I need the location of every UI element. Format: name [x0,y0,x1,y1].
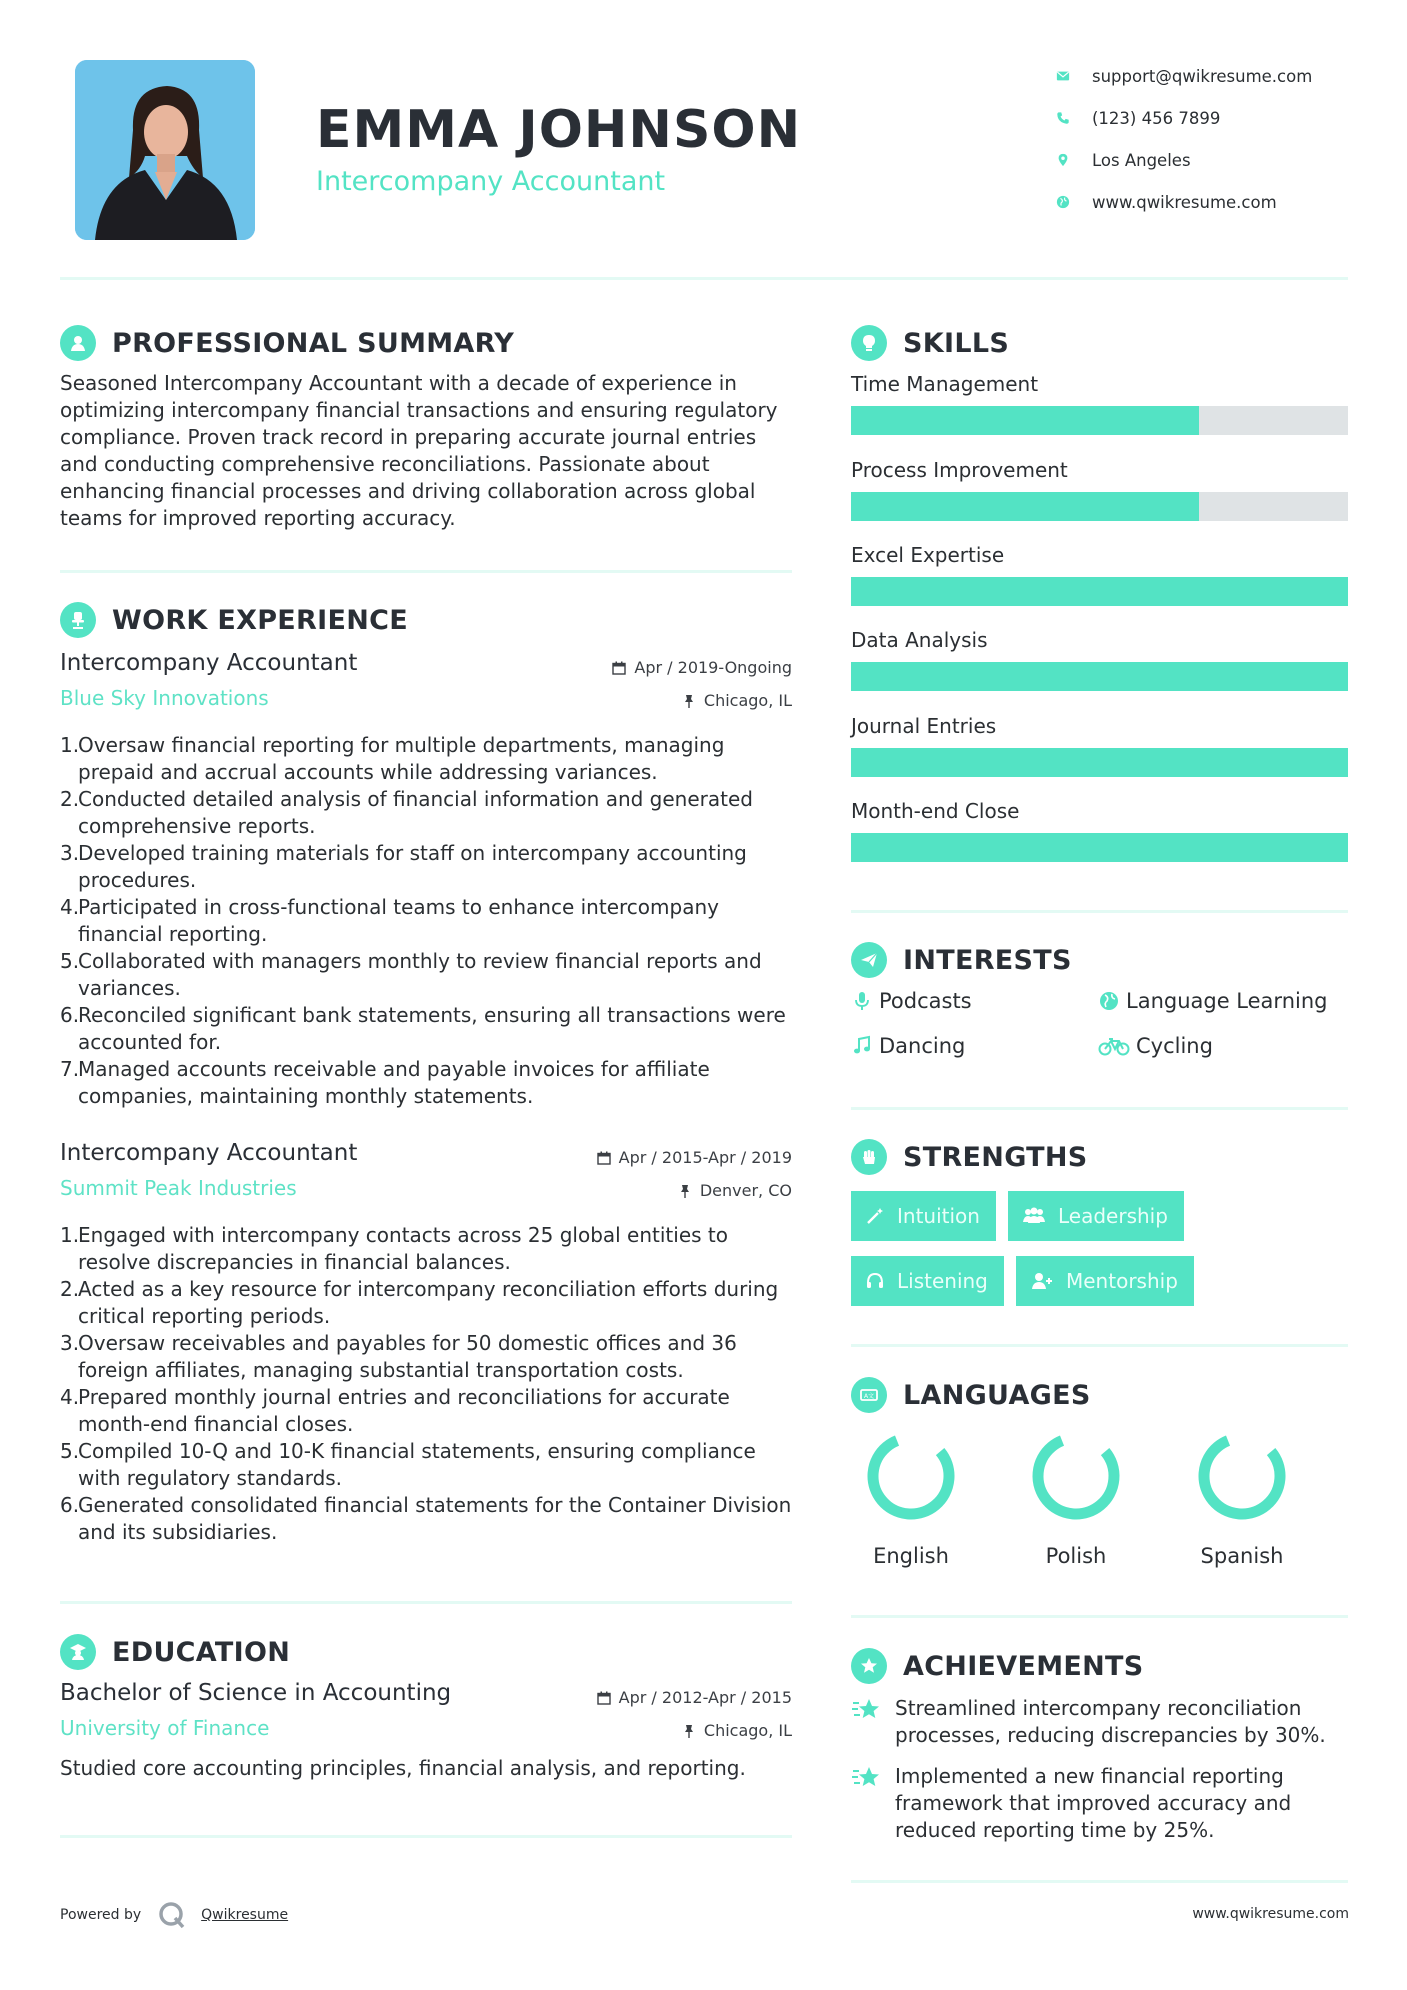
strengths-heading [851,1139,1088,1175]
candidate-title: Intercompany Accountant [316,166,666,197]
strength-label: Mentorship [1066,1269,1178,1293]
language-item [1011,1430,1141,1568]
header-divider [60,277,1348,280]
skill-label: Time Management [851,372,1039,396]
list-item: 1. Engaged with intercompany contacts across 25 global entities to resolve discrepancies in financial balances. [60,1223,728,1274]
magic-wand-icon [865,1206,885,1226]
job-company: Summit Peak Industries [60,1176,297,1200]
star-badge-icon [851,1648,887,1684]
contact-email [1056,55,1356,97]
experience-heading-text: WORK EXPERIENCE [112,604,408,636]
contact-website [1056,181,1356,223]
languages-heading-text: LANGUAGES [903,1379,1091,1411]
education-description: Studied core accounting principles, financial analysis, and reporting. [60,1756,746,1780]
skill-label: Excel Expertise [851,543,1005,567]
contact-phone-text[interactable]: (123) 456 7899 [1092,108,1221,128]
skill-label: Month-end Close [851,799,1020,823]
languages-heading [851,1377,1091,1413]
footer-url[interactable]: www.qwikresume.com [1192,1906,1349,1922]
calendar-icon [597,1151,611,1165]
achievements-heading-text: ACHIEVEMENTS [903,1650,1144,1682]
qwikresume-link[interactable]: Qwikresume [201,1907,289,1923]
skills-divider [851,910,1348,913]
list-item: 7. Managed accounts receivable and payable invoices for affiliate companies, maintaining monthly statements. [60,1057,710,1108]
education-heading [60,1634,290,1670]
list-item: 3. Oversaw receivables and payables for 50 domestic offices and 36 foreign affiliates, managing substantial transportation costs. [60,1331,737,1382]
footer-powered-by [60,1900,288,1930]
pushpin-icon [682,694,696,708]
job-location [678,1181,792,1200]
education-dates-text: Apr / 2012-Apr / 2015 [618,1688,792,1707]
education-dates [597,1688,792,1707]
job-dates [612,658,792,677]
language-progress-ring [1030,1430,1122,1522]
interest-item [851,1034,965,1058]
qwikresume-logo [157,1900,187,1930]
strength-tag [851,1256,1004,1306]
interest-label: Language Learning [1126,989,1328,1013]
bicycle-icon [1098,1035,1130,1057]
user-plus-icon [1030,1271,1054,1291]
calendar-icon [612,661,626,675]
contact-list [1056,55,1356,223]
strength-label: Leadership [1058,1204,1168,1228]
list-item: 5. Compiled 10-Q and 10-K financial statements, ensuring compliance with regulatory standards. [60,1439,756,1490]
contact-location [1056,139,1356,181]
job-dates [597,1148,792,1167]
job-location-text: Denver, CO [699,1181,792,1200]
strengths-heading-text: STRENGTHS [903,1141,1088,1173]
list-item: 2. Acted as a key resource for intercompany reconciliation efforts during critical reporting periods. [60,1277,779,1328]
job-entry-1 [60,650,792,1110]
language-item [1177,1430,1307,1568]
headphones-icon [865,1271,885,1291]
achievement-text: Implemented a new financial reporting framework that improved accuracy and reduced reporting time by 25%. [895,1764,1292,1842]
pushpin-icon [678,1184,692,1198]
education-location-text: Chicago, IL [703,1721,792,1740]
globe-icon [1098,990,1120,1012]
summary-heading-text: PROFESSIONAL SUMMARY [112,327,515,359]
skill-bar [851,492,1348,521]
skills-heading [851,325,1009,361]
skill-bar [851,662,1348,691]
list-item: 6. Reconciled significant bank statements, ensuring all transactions were accounted for. [60,1003,786,1054]
list-item: 1. Oversaw financial reporting for multiple departments, managing prepaid and accrual accounts while addressing variances. [60,733,725,784]
language-label: Polish [1045,1544,1107,1568]
contact-email-text[interactable]: support@qwikresume.com [1092,66,1313,86]
skill-bar-fill [851,406,1199,435]
school-name: University of Finance [60,1716,270,1740]
skill-bar [851,833,1348,862]
summary-heading [60,325,514,361]
languages-divider [851,1615,1348,1618]
achievements-divider [851,1880,1348,1883]
job-title: Intercompany Accountant [60,1140,358,1166]
job-entry-2 [60,1140,792,1560]
interest-label: Cycling [1136,1034,1213,1058]
interest-item [851,989,972,1013]
summary-divider [60,570,792,573]
education-location [682,1721,792,1740]
skill-bar [851,577,1348,606]
skill-bar-fill [851,833,1348,862]
language-item [846,1430,976,1568]
job-bullets [60,732,800,1110]
strength-tag [851,1191,996,1241]
contact-website-text[interactable]: www.qwikresume.com [1092,192,1277,212]
skill-bar [851,406,1348,435]
achievement-item [851,1763,1351,1844]
id-card-icon [851,1377,887,1413]
trophy-star-icon [851,1695,883,1727]
svg-text:A文: A文 [863,1393,875,1400]
achievement-item [851,1695,1351,1749]
interest-item [1098,989,1327,1013]
phone-icon [1056,111,1092,125]
job-dates-text: Apr / 2019-Ongoing [634,658,792,677]
music-note-icon [851,1035,873,1057]
skill-bar-fill [851,577,1348,606]
fist-icon [851,1139,887,1175]
powered-by-text: Powered by [60,1907,142,1923]
language-progress-ring [865,1430,957,1522]
job-location-text: Chicago, IL [703,691,792,710]
profile-photo-image [75,60,255,240]
achievements-heading [851,1648,1144,1684]
skill-bar [851,748,1348,777]
skill-item [851,458,1348,482]
graduate-icon [60,1634,96,1670]
skill-bar-fill [851,662,1348,691]
envelope-icon [1056,69,1092,83]
education-divider [60,1835,792,1838]
degree-title: Bachelor of Science in Accounting [60,1680,452,1706]
map-pin-icon [1056,153,1092,167]
profile-photo [75,60,255,240]
users-icon [1022,1206,1046,1226]
language-label: English [873,1544,949,1568]
education-heading-text: EDUCATION [112,1636,291,1668]
skill-bar-fill [851,492,1199,521]
strength-tag [1016,1256,1194,1306]
trophy-star-icon [851,1763,883,1795]
job-title: Intercompany Accountant [60,650,358,676]
lightbulb-icon [851,325,887,361]
office-chair-icon [60,602,96,638]
skill-item [851,372,1348,396]
language-label: Spanish [1200,1544,1284,1568]
experience-heading [60,602,408,638]
interests-heading [851,942,1072,978]
interest-label: Dancing [879,1034,966,1058]
job-company: Blue Sky Innovations [60,686,269,710]
skill-label: Data Analysis [851,628,988,652]
microphone-icon [851,990,873,1012]
skill-label: Process Improvement [851,458,1068,482]
pushpin-icon [682,1724,696,1738]
list-item: 3. Developed training materials for staff on intercompany accounting procedures. [60,841,747,892]
list-item: 2. Conducted detailed analysis of financial information and generated comprehensive reports. [60,787,753,838]
skill-item [851,543,1348,567]
user-circle-icon [60,325,96,361]
paper-plane-icon [851,942,887,978]
strength-tag [1008,1191,1184,1241]
calendar-icon [597,1691,611,1705]
job-location [682,691,792,710]
strength-label: Listening [897,1269,988,1293]
globe-icon [1056,195,1092,209]
skill-label: Journal Entries [851,714,997,738]
experience-divider [60,1601,792,1604]
list-item: 5. Collaborated with managers monthly to review financial reports and variances. [60,949,762,1000]
skill-bar-fill [851,748,1348,777]
candidate-name: EMMA JOHNSON [316,100,802,160]
list-item: 4. Participated in cross-functional teams to enhance intercompany financial reporting. [60,895,719,946]
skill-item [851,628,1348,652]
summary-text: Seasoned Intercompany Accountant with a decade of experience in optimizing intercompany financial transactions and ensuring regulatory compliance. Proven track record in preparing accurate journal entries and conducting comprehensive reconciliations. Passionate about enhancing financial processes and driving collaboration across global teams for improved reporting accuracy. [60,371,778,530]
achievement-text: Streamlined intercompany reconciliation processes, reducing discrepancies by 30%. [895,1696,1326,1747]
contact-phone [1056,97,1356,139]
skill-item [851,714,1348,738]
list-item: 6. Generated consolidated financial statements for the Container Division and its subsidiaries. [60,1493,792,1544]
skill-item [851,799,1348,823]
interest-label: Podcasts [879,989,972,1013]
job-bullets [60,1222,800,1546]
language-progress-ring [1196,1430,1288,1522]
interests-heading-text: INTERESTS [903,944,1072,976]
interest-item [1098,1034,1213,1058]
interests-divider [851,1107,1348,1110]
job-dates-text: Apr / 2015-Apr / 2019 [618,1148,792,1167]
contact-location-text: Los Angeles [1092,150,1191,170]
strength-label: Intuition [897,1204,980,1228]
education-entry [60,1680,792,1790]
list-item: 4. Prepared monthly journal entries and reconciliations for accurate month-end financial closes. [60,1385,730,1436]
skills-heading-text: SKILLS [903,327,1010,359]
strengths-divider [851,1344,1348,1347]
